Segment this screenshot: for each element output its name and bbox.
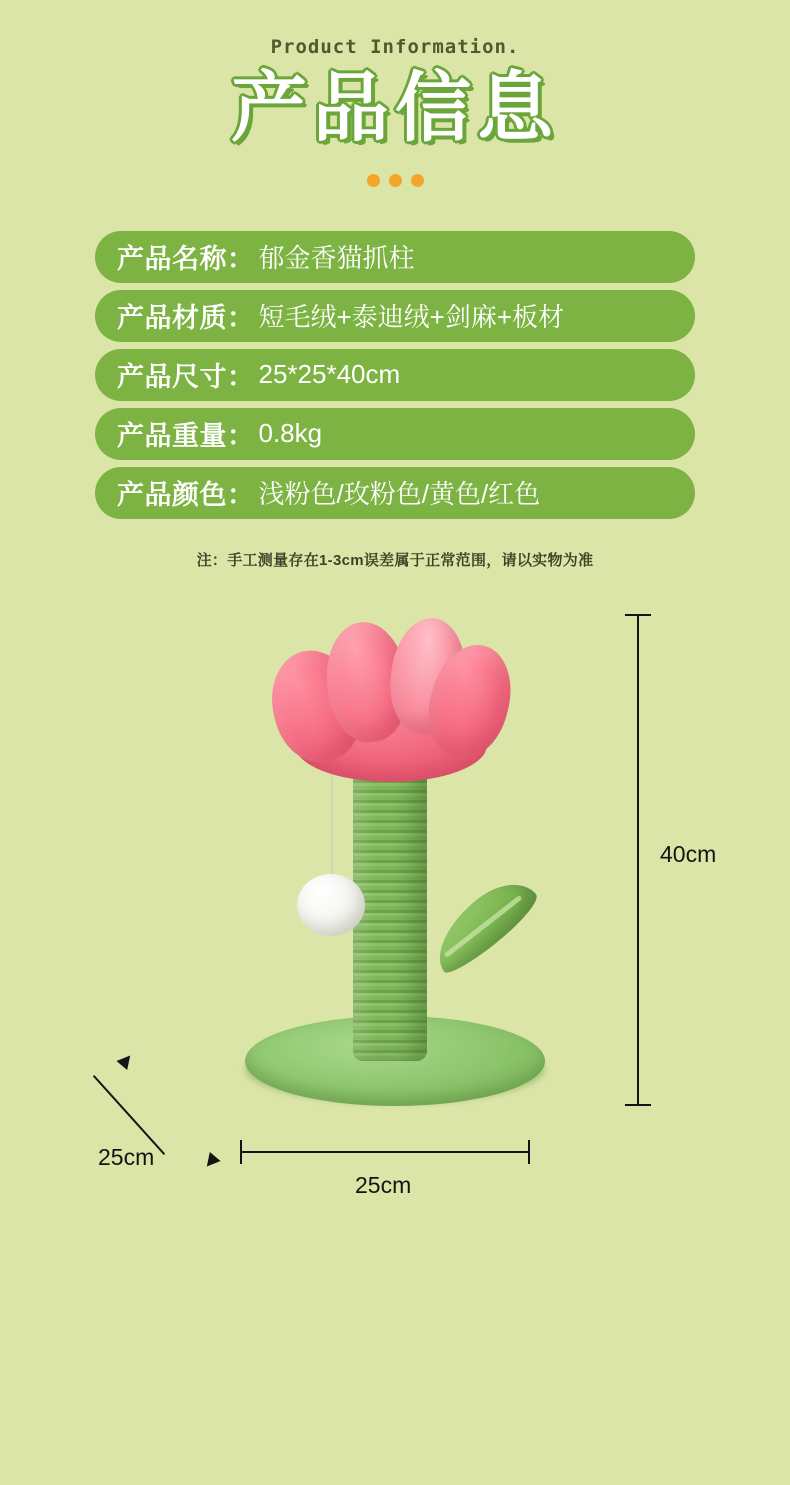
dot-icon xyxy=(367,174,380,187)
width-dimension-label: 25cm xyxy=(355,1171,412,1198)
spec-row-size xyxy=(95,349,695,401)
product-illustration xyxy=(235,616,555,1136)
spec-label: 产品尺寸： xyxy=(117,362,255,393)
depth-arrow-bottom xyxy=(201,1152,220,1171)
spec-value: 浅粉色/玫粉色/黄色/红色 xyxy=(258,479,541,510)
page-title: 产品信息 xyxy=(231,63,559,152)
product-figure xyxy=(0,606,790,1246)
spec-row-material xyxy=(95,290,695,342)
decorative-dots xyxy=(0,174,790,187)
width-tick-right xyxy=(528,1140,530,1164)
height-tick-bottom xyxy=(625,1104,651,1106)
spec-value: 郁金香猫抓柱 xyxy=(258,243,415,274)
spec-label: 产品重量： xyxy=(117,421,255,452)
spec-row-color xyxy=(95,467,695,519)
depth-arrow-top xyxy=(116,1051,135,1070)
spec-list xyxy=(95,231,695,519)
pom-pom-ball xyxy=(297,874,365,936)
spec-label: 产品颜色： xyxy=(117,480,255,511)
spec-value: 短毛绒+泰迪绒+剑麻+板材 xyxy=(258,302,565,333)
spec-label: 产品材质： xyxy=(117,303,255,334)
flower-head xyxy=(273,616,509,781)
spec-label: 产品名称： xyxy=(117,244,255,275)
measurement-note: 注：手工测量存在1-3cm误差属于正常范围，请以实物为准 xyxy=(196,551,594,569)
height-dimension-label: 40cm xyxy=(660,840,717,867)
spec-row-product-name xyxy=(95,231,695,283)
dot-icon xyxy=(411,174,424,187)
spec-value: 25*25*40cm xyxy=(258,359,401,390)
depth-dimension-label: 25cm xyxy=(98,1143,155,1170)
spec-row-weight xyxy=(95,408,695,460)
height-dimension-line xyxy=(637,614,639,1106)
page-header xyxy=(0,0,790,187)
spec-value: 0.8kg xyxy=(258,418,323,449)
width-dimension-line xyxy=(240,1151,530,1153)
header-eyebrow: Product Information. xyxy=(270,36,520,58)
dot-icon xyxy=(389,174,402,187)
